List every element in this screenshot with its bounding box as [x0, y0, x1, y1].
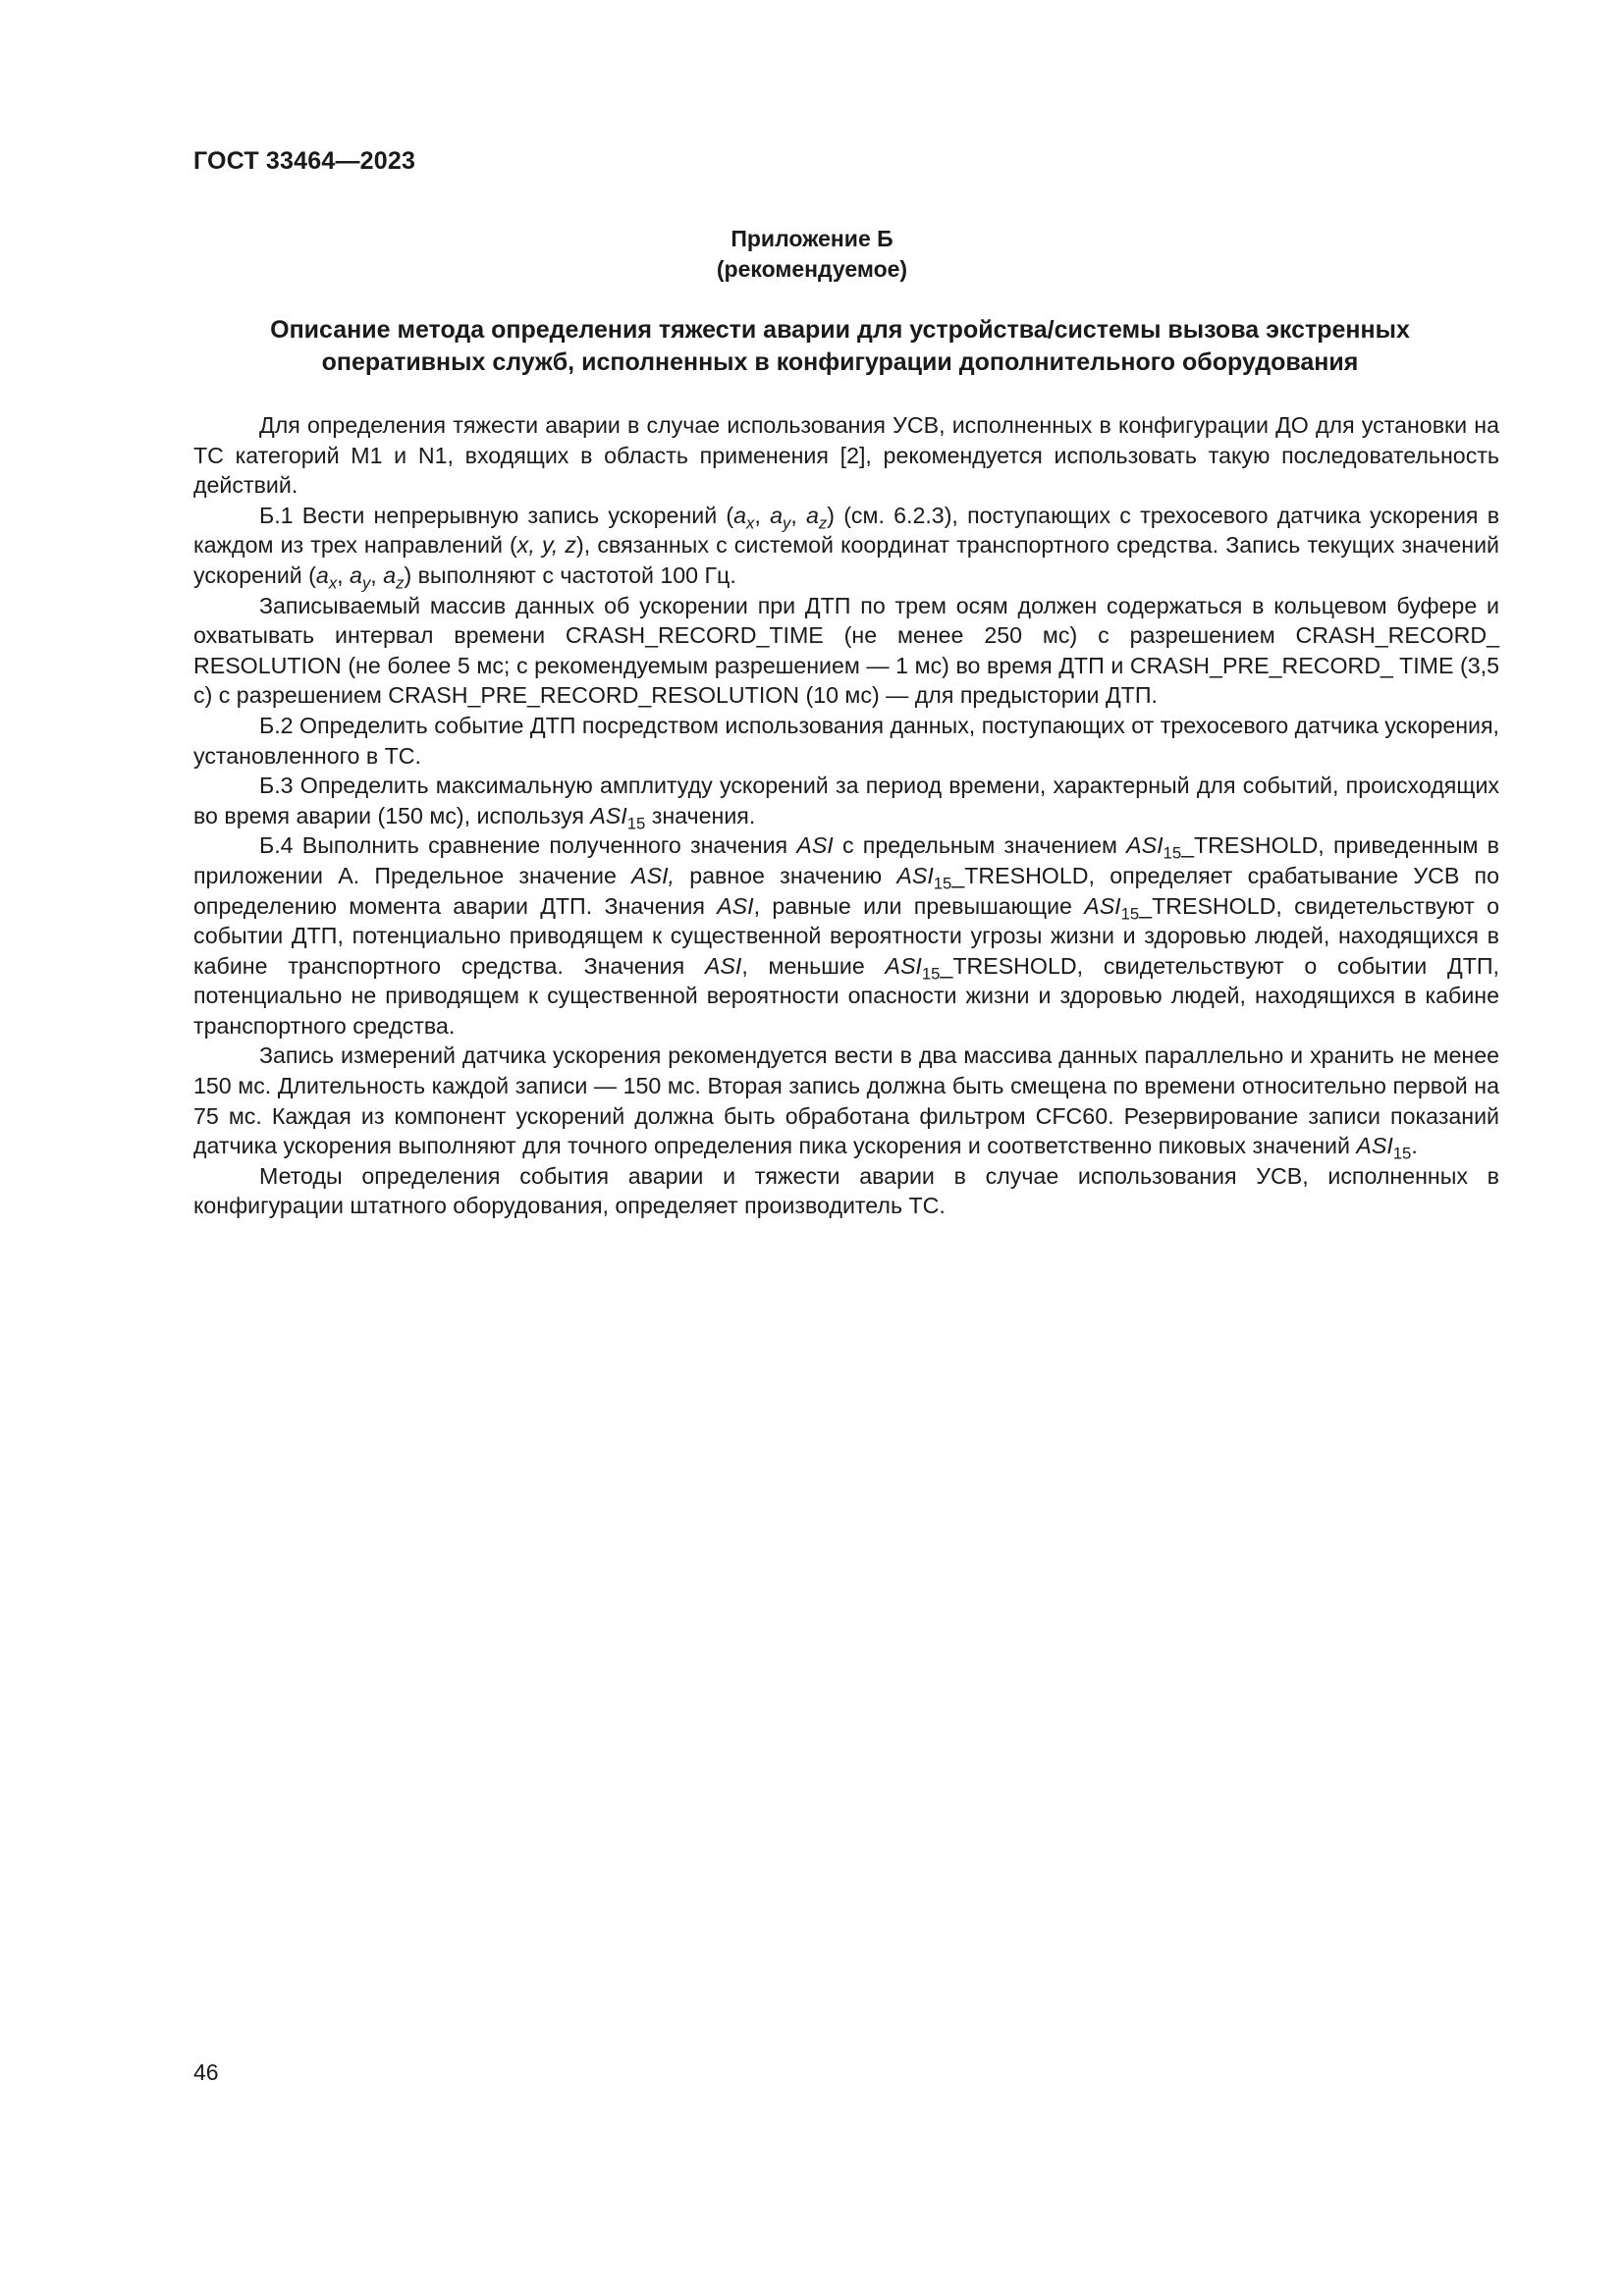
- paragraph-intro: Для определения тяжести аварии в случае использования УСВ, исполненных в конфигурации ДО для установки на ТС категорий М1 и N1, входящих в область применения [2], рекомендуется использовать такую последовательность действий.: [193, 412, 1499, 499]
- paragraph-b3: Б.3 Определить максимальную амплитуду ускорений за период времени, характерный для событий, происходящих во время аварии (150 мс), используя $ASI_{15}$ значения.: [193, 773, 1499, 833]
- page-number: 46: [193, 2059, 219, 2085]
- paragraph-b1: Б.1 Вести непрерывную запись ускорений ($a_x$, $a_y$, $a_z$) (см. 6.2.3), поступающих с трехосевого датчика ускорения в каждом из трех направлений (x, y, z), связанных с системой координат транспортного средства. Запись текущих значений ускорений ($a_x$, $a_y$, $a_z$) выполняют с частотой 100 Гц.: [193, 502, 1500, 593]
- paragraph-dual-recording: Запись измерений датчика ускорения рекомендуется вести в два массива данных параллельно и хранить не менее 150 мс. Длительность каждой записи — 150 мс. Вторая запись должна быть смещена по времени относительно первой на 75 мс. Каждая из компонент ускорений должна быть обработана фильтром CFC60. Резервирование записи показаний датчика ускорения выполняют для точного определения пика ускорения и соответственно пиковых значений $ASI_{15}$.: [193, 1042, 1499, 1163]
- appendix-label: Приложение Б: [731, 226, 893, 251]
- paragraph-oem-methods: Методы определения события аварии и тяжести аварии в случае использования УСВ, исполненных в конфигурации штатного оборудования, определяет производитель ТС.: [193, 1162, 1499, 1219]
- appendix-title: [193, 314, 1487, 379]
- appendix-status: (рекомендуемое): [716, 256, 908, 282]
- appendix-heading: [0, 224, 1624, 285]
- title-line-1: Описание метода определения тяжести аварии для устройства/системы вызова экстренных: [270, 316, 1410, 344]
- title-line-2: оперативных служб, исполненных в конфигурации дополнительного оборудования: [321, 348, 1359, 376]
- paragraph-b2: Б.2 Определить событие ДТП посредством использования данных, поступающих от трехосевого датчика ускорения, установленного в ТС.: [193, 712, 1499, 769]
- paragraph-crash-record: Записываемый массив данных об ускорении при ДТП по трем осям должен содержаться в кольцевом буфере и охватывать интервал времени CRASH_RECORD_TIME (не менее 250 мс) с разрешением CRASH_RECORD_ RESOLUTION (не более 5 мс; с рекомендуемым разрешением — 1 мс) во время ДТП и CRASH_PRE_RECORD_ TIME (3,5 с) с разрешением CRASH_PRE_RECORD_RESOLUTION (10 мс) — для предыстории ДТП.: [193, 592, 1499, 709]
- paragraph-b4: Б.4 Выполнить сравнение полученного значения ASI с предельным значением $ASI_{15}\_TRESHOLD$, приведенным в приложении А. Предельное значение ASI, равное значению $ASI_{15}\_TRESHOLD$, определяет срабатывание УСВ по определению момента аварии ДТП. Значения ASI, равные или превышающие $ASI_{15}\_TRESHOLD$, свидетельствуют о событии ДТП, потенциально приводящем к существенной вероятности угрозы жизни и здоровью людей, находящихся в кабине транспортного средства. Значения ASI, меньшие $ASI_{15}\_TRESHOLD$, свидетельствуют о событии ДТП, потенциально не приводящем к существенной вероятности опасности жизни и здоровью людей, находящихся в кабине транспортного средства.: [193, 832, 1500, 1039]
- body-text: [193, 410, 1499, 1221]
- standard-number: ГОСТ 33464—2023: [193, 147, 416, 175]
